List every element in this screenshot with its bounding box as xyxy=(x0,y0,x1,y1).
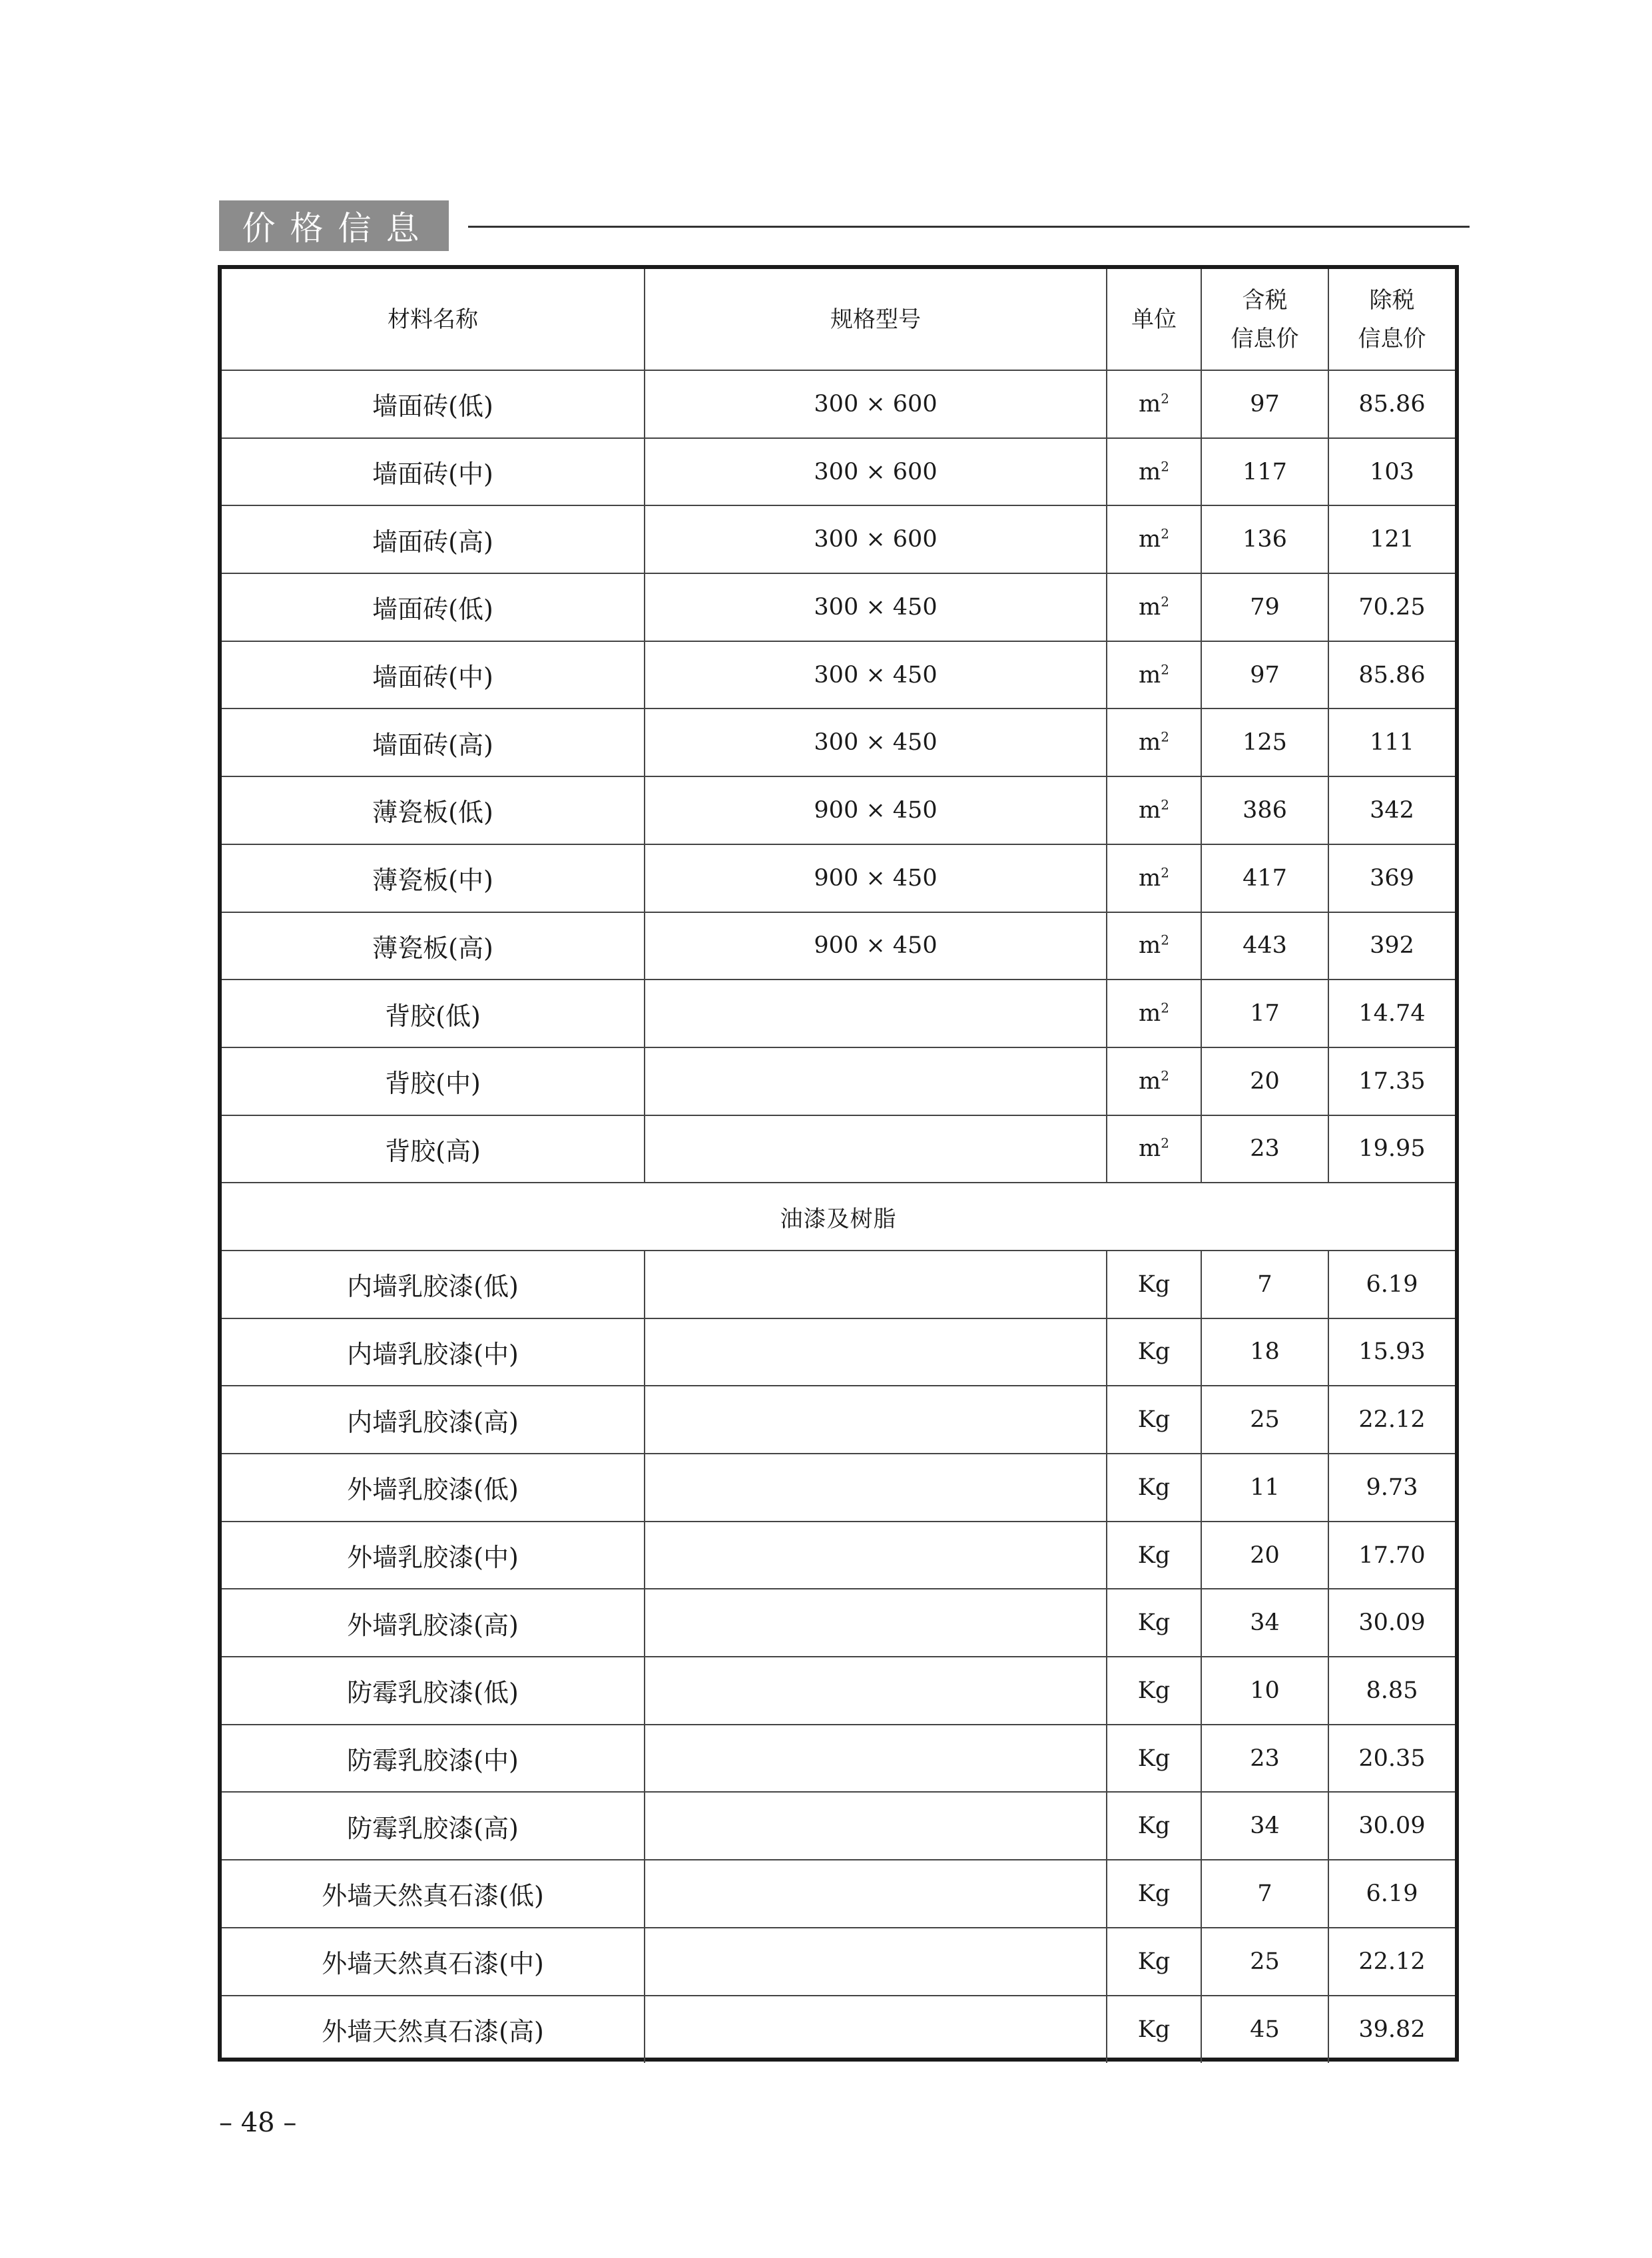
cell-material-name: 防霉乳胶漆(低) xyxy=(222,1657,645,1725)
cell-unit: $m^2$ xyxy=(1107,370,1201,438)
cell-tax-exclusive-price: 103 xyxy=(1328,438,1455,506)
page-number: – 48 – xyxy=(219,2108,297,2138)
cell-tax-exclusive-price: 369 xyxy=(1328,844,1455,912)
cell-tax-inclusive-price: 10 xyxy=(1201,1657,1328,1725)
table-row xyxy=(222,573,1455,641)
cell-spec: 300 × 450 xyxy=(645,641,1107,709)
table-row xyxy=(222,1657,1455,1725)
section-header-tag: 价格信息 xyxy=(219,200,449,251)
cell-spec xyxy=(645,1047,1107,1115)
table-row xyxy=(222,641,1455,709)
unit-superscript: 2 xyxy=(1161,525,1169,542)
column-header-tax-inclusive: 含税 信息价 xyxy=(1201,269,1328,370)
column-header-unit: 单位 xyxy=(1107,269,1201,370)
cell-unit: Kg xyxy=(1107,1454,1201,1522)
table-row xyxy=(222,505,1455,573)
cell-material-name: 墙面砖(高) xyxy=(222,505,645,573)
cell-tax-exclusive-price: 30.09 xyxy=(1328,1792,1455,1860)
cell-material-name: 背胶(中) xyxy=(222,1047,645,1115)
cell-spec: 900 × 450 xyxy=(645,844,1107,912)
column-header-name: 材料名称 xyxy=(222,269,645,370)
table-header-row xyxy=(222,269,1455,370)
cell-unit: $m^2$ xyxy=(1107,776,1201,844)
table-row xyxy=(222,1996,1455,2064)
cell-material-name: 外墙乳胶漆(高) xyxy=(222,1589,645,1657)
unit-superscript: 2 xyxy=(1161,1135,1169,1151)
price-table xyxy=(222,269,1455,2063)
cell-tax-inclusive-price: 17 xyxy=(1201,980,1328,1047)
cell-material-name: 防霉乳胶漆(中) xyxy=(222,1725,645,1793)
section-row xyxy=(222,1183,1455,1251)
cell-material-name: 内墙乳胶漆(中) xyxy=(222,1318,645,1386)
cell-unit: Kg xyxy=(1107,1928,1201,1996)
cell-material-name: 墙面砖(中) xyxy=(222,641,645,709)
cell-unit: Kg xyxy=(1107,1251,1201,1318)
cell-tax-exclusive-price: 6.19 xyxy=(1328,1860,1455,1928)
table-row xyxy=(222,370,1455,438)
cell-tax-exclusive-price: 22.12 xyxy=(1328,1928,1455,1996)
cell-spec: 300 × 450 xyxy=(645,573,1107,641)
cell-unit: Kg xyxy=(1107,1725,1201,1793)
cell-tax-inclusive-price: 23 xyxy=(1201,1725,1328,1793)
section-title: 油漆及树脂 xyxy=(222,1183,1455,1251)
cell-tax-inclusive-price: 7 xyxy=(1201,1251,1328,1318)
table-row xyxy=(222,1454,1455,1522)
cell-spec: 300 × 600 xyxy=(645,438,1107,506)
cell-unit: Kg xyxy=(1107,1996,1201,2064)
cell-unit: $m^2$ xyxy=(1107,844,1201,912)
unit-superscript: 2 xyxy=(1161,796,1169,813)
cell-tax-exclusive-price: 39.82 xyxy=(1328,1996,1455,2064)
cell-tax-exclusive-price: 342 xyxy=(1328,776,1455,844)
cell-material-name: 背胶(低) xyxy=(222,980,645,1047)
table-row xyxy=(222,1589,1455,1657)
cell-spec: 900 × 450 xyxy=(645,776,1107,844)
cell-spec xyxy=(645,1454,1107,1522)
price-table-frame xyxy=(218,265,1459,2062)
cell-tax-exclusive-price: 70.25 xyxy=(1328,573,1455,641)
cell-tax-inclusive-price: 20 xyxy=(1201,1047,1328,1115)
cell-tax-inclusive-price: 136 xyxy=(1201,505,1328,573)
cell-tax-exclusive-price: 15.93 xyxy=(1328,1318,1455,1386)
cell-tax-exclusive-price: 30.09 xyxy=(1328,1589,1455,1657)
cell-tax-exclusive-price: 17.35 xyxy=(1328,1047,1455,1115)
cell-tax-inclusive-price: 20 xyxy=(1201,1522,1328,1589)
cell-unit: $m^2$ xyxy=(1107,641,1201,709)
cell-tax-exclusive-price: 85.86 xyxy=(1328,370,1455,438)
cell-tax-exclusive-price: 19.95 xyxy=(1328,1115,1455,1183)
table-row xyxy=(222,1792,1455,1860)
cell-tax-inclusive-price: 117 xyxy=(1201,438,1328,506)
cell-material-name: 内墙乳胶漆(高) xyxy=(222,1386,645,1454)
cell-tax-inclusive-price: 386 xyxy=(1201,776,1328,844)
cell-tax-inclusive-price: 79 xyxy=(1201,573,1328,641)
cell-material-name: 墙面砖(低) xyxy=(222,573,645,641)
cell-tax-exclusive-price: 392 xyxy=(1328,912,1455,980)
cell-unit: Kg xyxy=(1107,1589,1201,1657)
cell-unit: $m^2$ xyxy=(1107,1115,1201,1183)
cell-unit: Kg xyxy=(1107,1386,1201,1454)
table-row xyxy=(222,844,1455,912)
cell-unit: Kg xyxy=(1107,1522,1201,1589)
cell-tax-exclusive-price: 14.74 xyxy=(1328,980,1455,1047)
cell-tax-exclusive-price: 8.85 xyxy=(1328,1657,1455,1725)
unit-superscript: 2 xyxy=(1161,728,1169,745)
cell-tax-exclusive-price: 9.73 xyxy=(1328,1454,1455,1522)
cell-tax-inclusive-price: 443 xyxy=(1201,912,1328,980)
unit-superscript: 2 xyxy=(1161,999,1169,1016)
table-row xyxy=(222,708,1455,776)
column-header-spec: 规格型号 xyxy=(645,269,1107,370)
cell-unit: $m^2$ xyxy=(1107,1047,1201,1115)
table-row xyxy=(222,1928,1455,1996)
cell-tax-inclusive-price: 18 xyxy=(1201,1318,1328,1386)
cell-material-name: 薄瓷板(中) xyxy=(222,844,645,912)
unit-superscript: 2 xyxy=(1161,390,1169,407)
cell-unit: $m^2$ xyxy=(1107,708,1201,776)
cell-tax-inclusive-price: 125 xyxy=(1201,708,1328,776)
cell-spec xyxy=(645,1251,1107,1318)
column-header-tax-exclusive: 除税 信息价 xyxy=(1328,269,1455,370)
table-row xyxy=(222,1318,1455,1386)
cell-material-name: 外墙天然真石漆(低) xyxy=(222,1860,645,1928)
cell-unit: Kg xyxy=(1107,1657,1201,1725)
cell-tax-exclusive-price: 121 xyxy=(1328,505,1455,573)
header-rule xyxy=(468,226,1470,228)
cell-tax-exclusive-price: 20.35 xyxy=(1328,1725,1455,1793)
cell-spec xyxy=(645,1115,1107,1183)
cell-spec xyxy=(645,1318,1107,1386)
table-row xyxy=(222,1725,1455,1793)
cell-unit: $m^2$ xyxy=(1107,505,1201,573)
cell-tax-inclusive-price: 25 xyxy=(1201,1386,1328,1454)
cell-material-name: 外墙天然真石漆(中) xyxy=(222,1928,645,1996)
table-row xyxy=(222,776,1455,844)
cell-material-name: 防霉乳胶漆(高) xyxy=(222,1792,645,1860)
table-row xyxy=(222,1251,1455,1318)
unit-superscript: 2 xyxy=(1161,864,1169,880)
cell-material-name: 背胶(高) xyxy=(222,1115,645,1183)
table-row xyxy=(222,438,1455,506)
cell-unit: Kg xyxy=(1107,1318,1201,1386)
cell-unit: $m^2$ xyxy=(1107,573,1201,641)
cell-unit: $m^2$ xyxy=(1107,438,1201,506)
cell-spec: 300 × 600 xyxy=(645,505,1107,573)
cell-tax-inclusive-price: 25 xyxy=(1201,1928,1328,1996)
unit-superscript: 2 xyxy=(1161,661,1169,677)
cell-tax-inclusive-price: 23 xyxy=(1201,1115,1328,1183)
cell-tax-inclusive-price: 97 xyxy=(1201,641,1328,709)
cell-spec xyxy=(645,1522,1107,1589)
unit-superscript: 2 xyxy=(1161,457,1169,474)
cell-tax-inclusive-price: 34 xyxy=(1201,1589,1328,1657)
cell-material-name: 墙面砖(中) xyxy=(222,438,645,506)
cell-tax-exclusive-price: 22.12 xyxy=(1328,1386,1455,1454)
cell-material-name: 外墙天然真石漆(高) xyxy=(222,1996,645,2064)
cell-tax-inclusive-price: 97 xyxy=(1201,370,1328,438)
unit-superscript: 2 xyxy=(1161,1067,1169,1084)
table-row xyxy=(222,1522,1455,1589)
cell-tax-inclusive-price: 7 xyxy=(1201,1860,1328,1928)
cell-tax-inclusive-price: 45 xyxy=(1201,1996,1328,2064)
cell-tax-exclusive-price: 111 xyxy=(1328,708,1455,776)
cell-unit: Kg xyxy=(1107,1860,1201,1928)
cell-material-name: 薄瓷板(高) xyxy=(222,912,645,980)
cell-spec xyxy=(645,1725,1107,1793)
cell-unit: $m^2$ xyxy=(1107,912,1201,980)
table-row xyxy=(222,1115,1455,1183)
cell-spec xyxy=(645,1657,1107,1725)
unit-superscript: 2 xyxy=(1161,593,1169,610)
cell-material-name: 薄瓷板(低) xyxy=(222,776,645,844)
cell-tax-exclusive-price: 6.19 xyxy=(1328,1251,1455,1318)
cell-spec xyxy=(645,1928,1107,1996)
table-row xyxy=(222,980,1455,1047)
table-row xyxy=(222,1047,1455,1115)
cell-spec: 300 × 450 xyxy=(645,708,1107,776)
cell-material-name: 外墙乳胶漆(低) xyxy=(222,1454,645,1522)
cell-tax-inclusive-price: 34 xyxy=(1201,1792,1328,1860)
table-row xyxy=(222,1860,1455,1928)
cell-spec xyxy=(645,1860,1107,1928)
cell-tax-exclusive-price: 17.70 xyxy=(1328,1522,1455,1589)
cell-tax-inclusive-price: 417 xyxy=(1201,844,1328,912)
cell-unit: Kg xyxy=(1107,1792,1201,1860)
cell-spec xyxy=(645,1792,1107,1860)
table-row xyxy=(222,912,1455,980)
cell-tax-exclusive-price: 85.86 xyxy=(1328,641,1455,709)
cell-material-name: 外墙乳胶漆(中) xyxy=(222,1522,645,1589)
cell-spec: 900 × 450 xyxy=(645,912,1107,980)
cell-spec xyxy=(645,1589,1107,1657)
cell-unit: $m^2$ xyxy=(1107,980,1201,1047)
cell-spec: 300 × 600 xyxy=(645,370,1107,438)
cell-material-name: 墙面砖(低) xyxy=(222,370,645,438)
cell-material-name: 墙面砖(高) xyxy=(222,708,645,776)
table-row xyxy=(222,1386,1455,1454)
unit-superscript: 2 xyxy=(1161,932,1169,948)
cell-material-name: 内墙乳胶漆(低) xyxy=(222,1251,645,1318)
cell-tax-inclusive-price: 11 xyxy=(1201,1454,1328,1522)
cell-spec xyxy=(645,1996,1107,2064)
cell-spec xyxy=(645,980,1107,1047)
cell-spec xyxy=(645,1386,1107,1454)
